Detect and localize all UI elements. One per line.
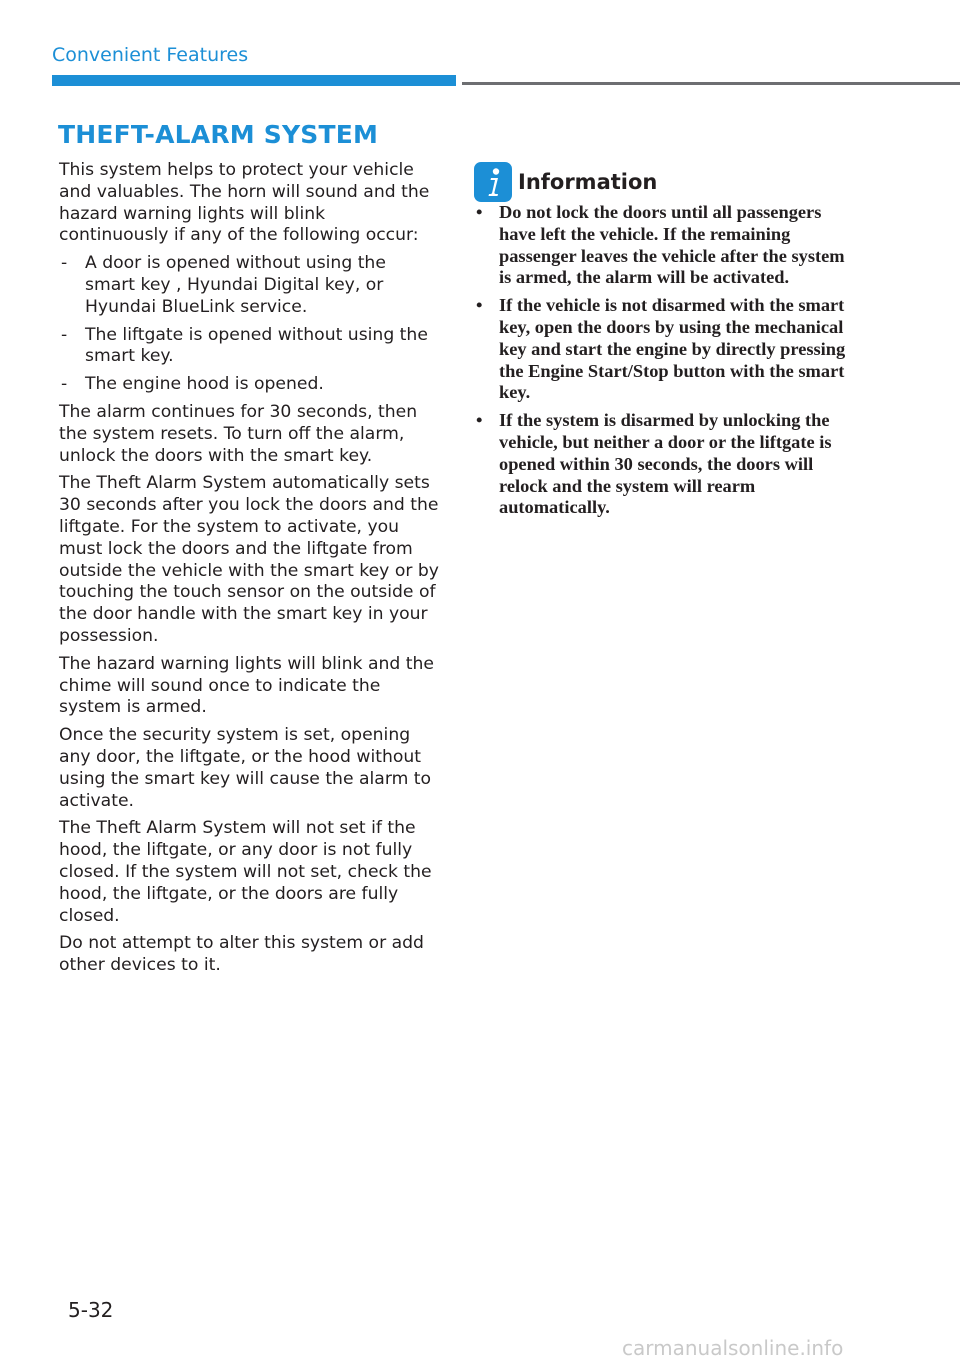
section-title: THEFT-ALARM SYSTEM <box>58 120 379 149</box>
chapter-title: Convenient Features <box>52 44 249 66</box>
paragraph: The alarm continues for 30 seconds, then the system resets. To turn off the alarm, unlock the doors with the smart key. <box>59 401 418 466</box>
information-item <box>474 410 854 519</box>
paragraph: The Theft Alarm System automatically sets 30 seconds after you lock the doors and the liftgate. For the system to activate, you must lock the doors and the liftgate from outside the vehicle with the smart key or by touching the touch sensor on the outside of the door handle with the smart key in your possession. <box>59 473 439 646</box>
condition-item <box>59 253 439 318</box>
information-header <box>474 162 657 202</box>
bullet-marker: • <box>476 295 483 316</box>
body-text <box>59 160 439 983</box>
information-text: Do not lock the doors until all passengers have left the vehicle. If the remaining passenger leaves the vehicle after the system is armed, the alarm will be activated. <box>499 202 845 288</box>
info-icon <box>474 162 512 202</box>
information-list <box>474 202 854 525</box>
condition-text: The engine hood is opened. <box>85 374 324 395</box>
information-text: If the system is disarmed by unlocking the vehicle, but neither a door or the liftgate is opened within 30 seconds, the doors will relock and the system will rearm automatically. <box>499 410 832 518</box>
watermark: carmanualsonline.info <box>622 1336 844 1360</box>
dash-marker: - <box>61 324 68 345</box>
information-text: If the vehicle is not disarmed with the smart key, open the doors by using the mechanical key and start the engine by directly pressing the Engine Start/Stop button with the smart key. <box>499 295 846 403</box>
header-rule-accent <box>52 75 456 86</box>
paragraph: The hazard warning lights will blink and the chime will sound once to indicate the system is armed. <box>59 653 434 718</box>
paragraph: Once the security system is set, opening any door, the liftgate, or the hood without using the smart key will cause the alarm to activate. <box>59 725 432 811</box>
information-label: Information <box>518 170 658 194</box>
paragraph: Do not attempt to alter this system or add other devices to it. <box>59 933 424 976</box>
condition-text: A door is opened without using the smart key , Hyundai Digital key, or Hyundai BlueLink service. <box>85 253 386 317</box>
information-item <box>474 202 854 289</box>
condition-item <box>59 374 439 396</box>
info-glyph <box>483 167 503 197</box>
intro-paragraph: This system helps to protect your vehicle and valuables. The horn will sound and the hazard warning lights will blink continuously if any of the following occur: <box>59 160 430 246</box>
dash-marker: - <box>61 253 68 274</box>
condition-text: The liftgate is opened without using the smart key. <box>85 324 428 367</box>
information-item <box>474 295 854 404</box>
bullet-marker: • <box>476 202 483 222</box>
condition-list <box>59 253 439 396</box>
page-number: 5-32 <box>68 1298 114 1322</box>
paragraph: The Theft Alarm System will not set if the hood, the liftgate, or any door is not fully closed. If the system will not set, check the hood, the liftgate, or the doors are fully closed. <box>59 818 432 926</box>
bullet-marker: • <box>476 410 483 431</box>
header-rule <box>462 82 960 85</box>
condition-item <box>59 325 439 369</box>
dash-marker: - <box>61 374 68 395</box>
